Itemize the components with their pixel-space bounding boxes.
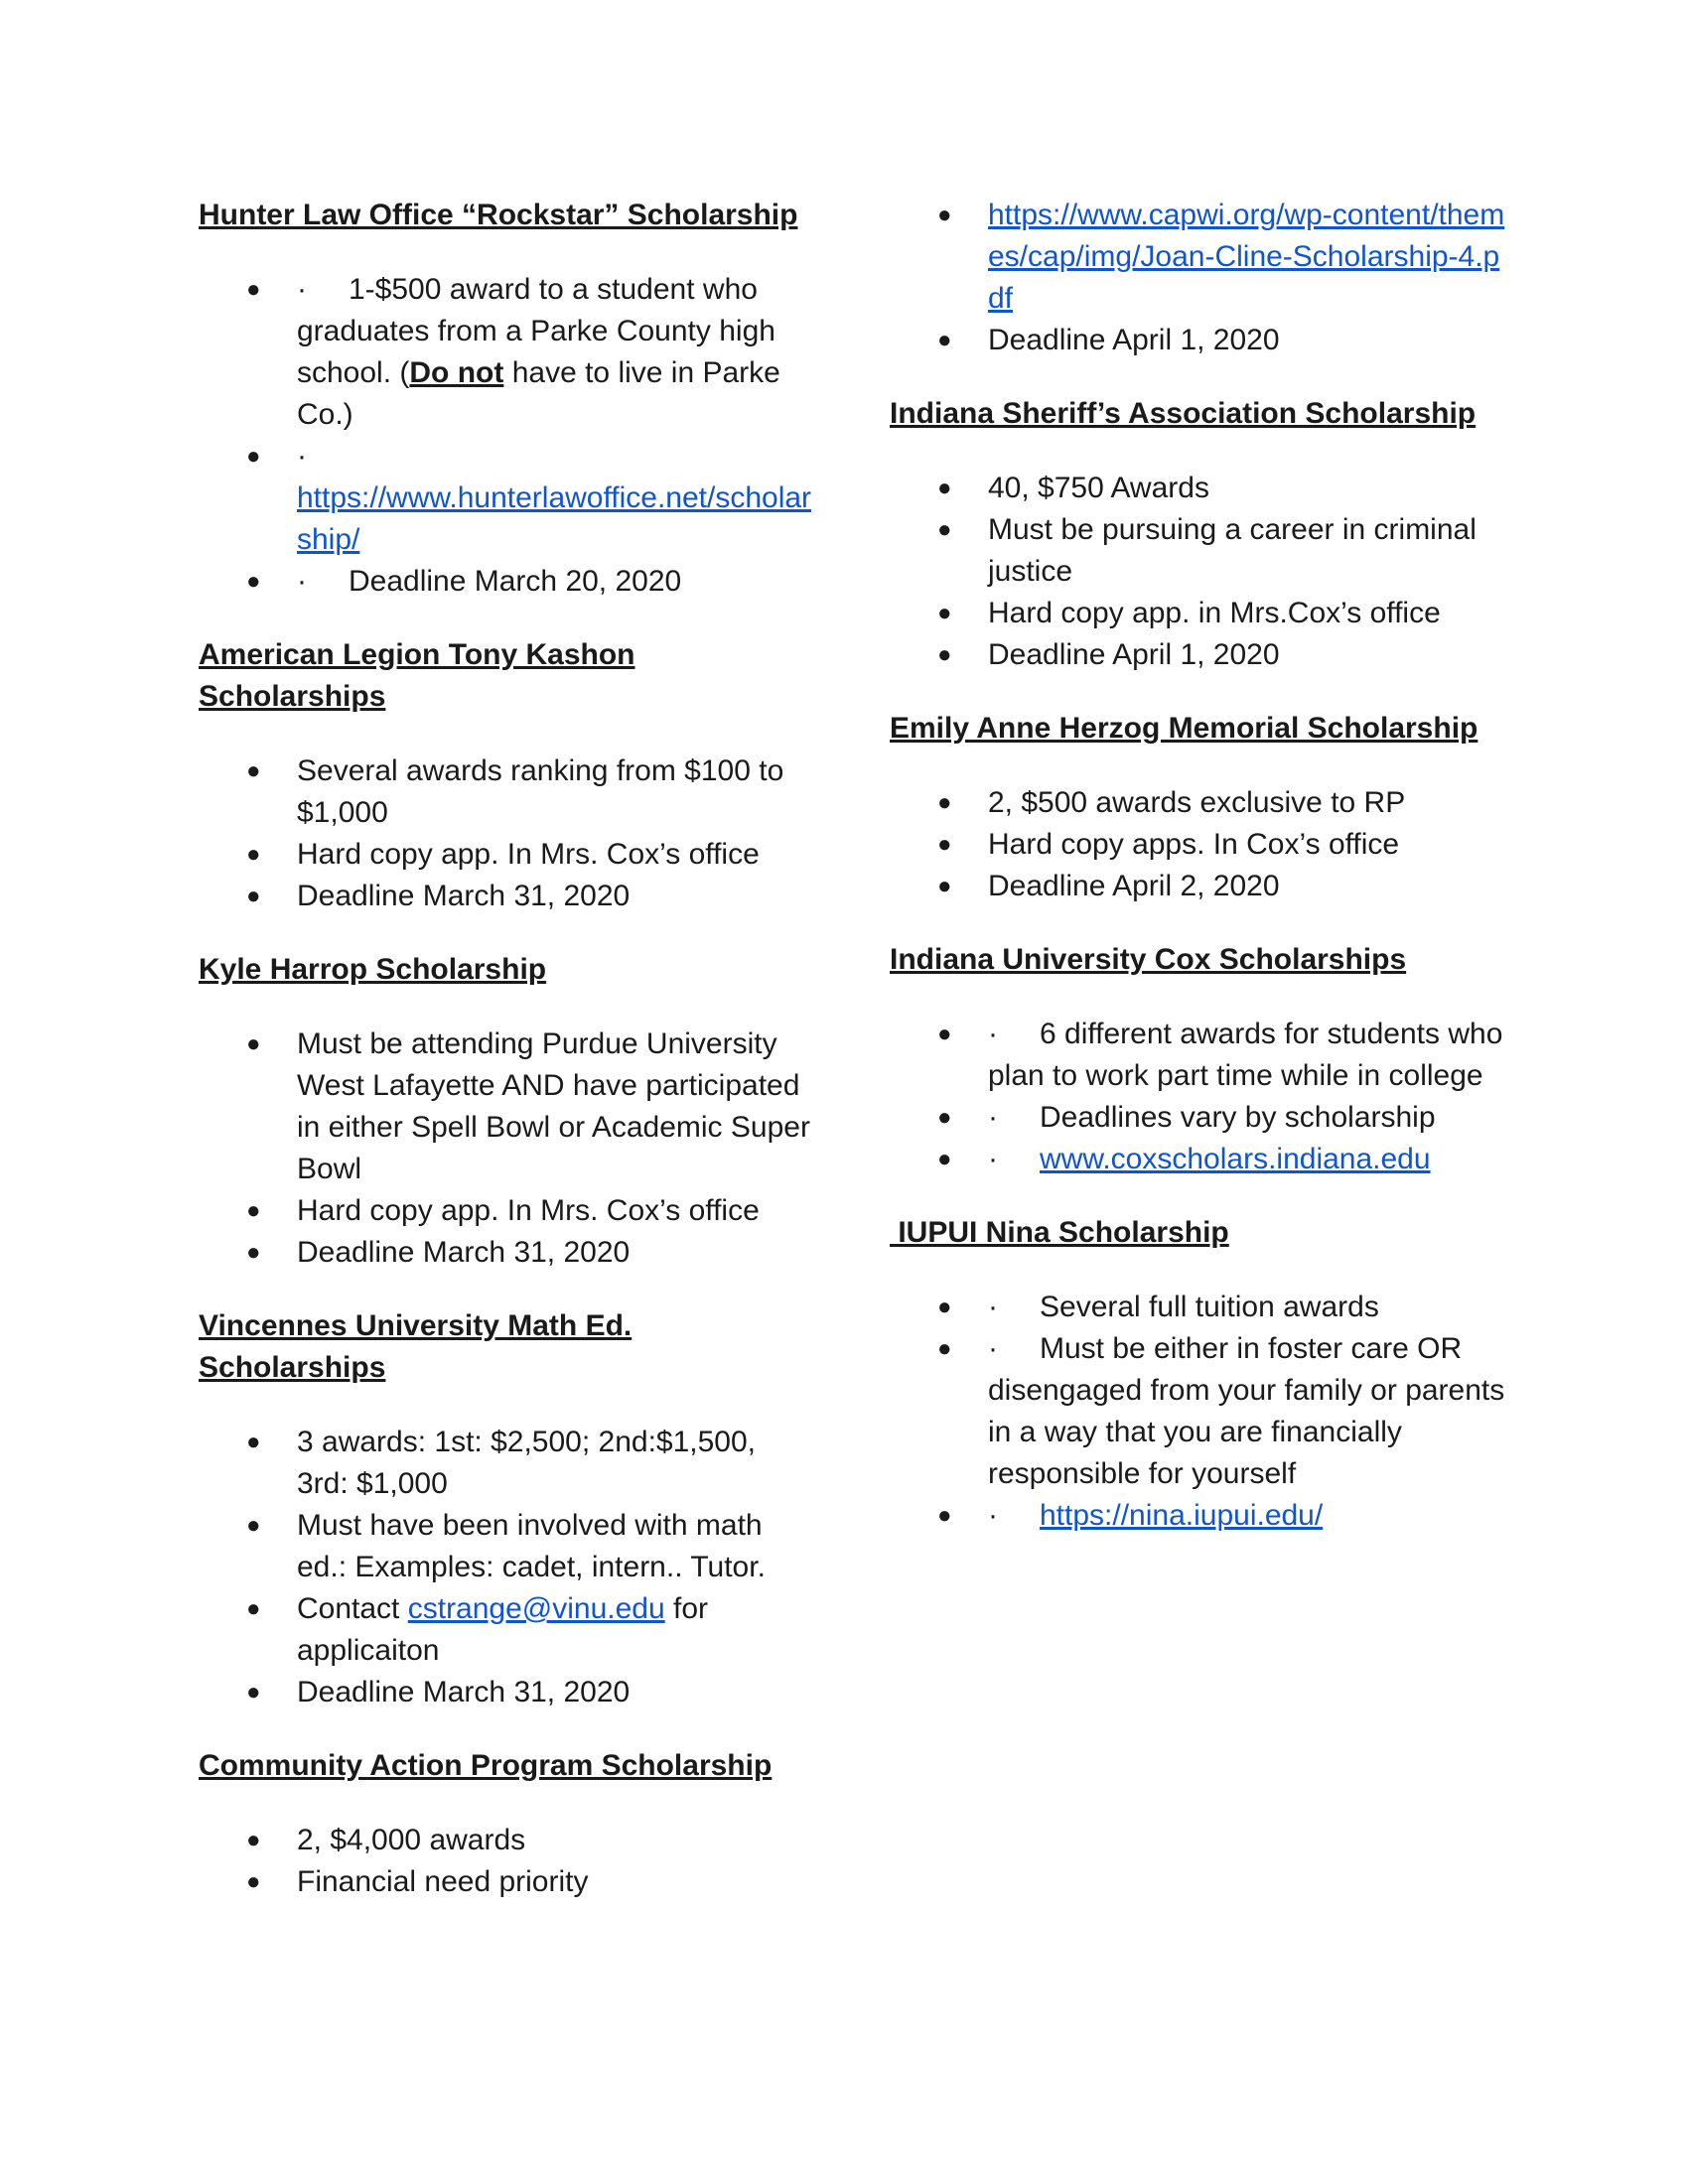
list-item — [890, 593, 1505, 634]
list-item — [199, 436, 814, 561]
list-item — [890, 824, 1505, 866]
bullet-icon: ● — [937, 641, 952, 668]
list-item — [199, 834, 814, 876]
contact-post: for applicaiton — [297, 1592, 709, 1667]
mid-dot: · — [988, 1143, 998, 1175]
mid-dot: · — [988, 1332, 998, 1365]
mid-dot: · — [297, 565, 307, 598]
list-item — [199, 1232, 814, 1274]
list-item — [890, 320, 1505, 361]
list-item — [199, 561, 814, 603]
sheriff-list — [890, 468, 1505, 676]
section-title-hunter: Hunter Law Office “Rockstar” Scholarship — [199, 199, 798, 231]
cap-list — [199, 1820, 814, 1903]
left-column — [199, 195, 814, 1935]
nina-link[interactable]: https://nina.iupui.edu/ — [1040, 1499, 1324, 1532]
item-text: Deadline April 1, 2020 — [988, 638, 1280, 671]
item-text: Deadline March 31, 2020 — [297, 1676, 631, 1708]
bullet-icon: ● — [937, 202, 952, 228]
coxscholars-link[interactable]: www.coxscholars.indiana.edu — [1040, 1143, 1431, 1175]
list-item — [890, 509, 1505, 593]
bullet-icon: ● — [246, 1239, 261, 1266]
list-item — [890, 468, 1505, 509]
list-item — [890, 1495, 1505, 1537]
cap-continued-list — [890, 195, 1505, 361]
mid-dot: · — [988, 1499, 998, 1532]
section-title-herzog: Emily Anne Herzog Memorial Scholarship — [890, 712, 1478, 745]
list-item — [890, 1097, 1505, 1139]
bullet-icon: ● — [246, 1595, 261, 1622]
vincennes-email-link[interactable]: cstrange@vinu.edu — [407, 1592, 665, 1625]
item-text: Hard copy app. In Mrs. Cox’s office — [297, 838, 760, 871]
bullet-icon: ● — [246, 1679, 261, 1706]
bullet-icon: ● — [246, 1868, 261, 1895]
bullet-icon: ● — [937, 327, 952, 353]
item-text: Deadlines vary by scholarship — [1040, 1101, 1436, 1134]
item-text: 2, $4,000 awards — [297, 1824, 526, 1856]
bullet-icon: ● — [937, 1104, 952, 1131]
item-text: Must be attending Purdue University West Lafayette AND have participated in either Spell Bowl or Academic Super Bowl — [297, 1027, 810, 1185]
bullet-icon: ● — [937, 475, 952, 501]
section-title-iu-cox: Indiana University Cox Scholarships — [890, 943, 1407, 976]
bullet-icon: ● — [937, 873, 952, 899]
section-title-vincennes: Vincennes University Math Ed. Scholarships — [199, 1309, 633, 1384]
right-column — [890, 195, 1505, 1569]
mid-dot: · — [988, 1101, 998, 1134]
hunter-award-text: 1-$500 award to a student who graduates from a Parke County high school. ( — [297, 273, 775, 389]
mid-dot: · — [297, 440, 307, 473]
item-text: Deadline March 31, 2020 — [297, 1236, 631, 1269]
list-item — [199, 1505, 814, 1588]
bullet-icon: ● — [937, 1146, 952, 1172]
list-item — [199, 269, 814, 436]
item-text: Must be either in foster care OR disengaged from your family or parents in a way that you are financially responsible for yourself — [988, 1332, 1505, 1490]
item-text: Financial need priority — [297, 1865, 589, 1898]
item-text: Must be pursuing a career in criminal justice — [988, 513, 1477, 588]
hunter-do-not: Do not — [409, 356, 504, 389]
hunter-award-text-2: have to live in Parke Co.) — [297, 356, 780, 431]
item-text: Deadline April 2, 2020 — [988, 870, 1280, 902]
bullet-icon: ● — [246, 443, 261, 470]
item-text: 2, $500 awards exclusive to RP — [988, 786, 1406, 819]
bullet-icon: ● — [246, 841, 261, 868]
bullet-icon: ● — [937, 1021, 952, 1047]
list-item — [199, 1588, 814, 1672]
bullet-icon: ● — [937, 789, 952, 816]
item-text: Hard copy apps. In Cox’s office — [988, 828, 1400, 861]
bullet-icon: ● — [937, 1335, 952, 1362]
vincennes-list — [199, 1422, 814, 1713]
bullet-icon: ● — [246, 1030, 261, 1057]
bullet-icon: ● — [246, 1429, 261, 1455]
item-text: Hard copy app. In Mrs. Cox’s office — [297, 1194, 760, 1227]
section-title-nina: IUPUI Nina Scholarship — [890, 1216, 1229, 1249]
list-item — [199, 1190, 814, 1232]
bullet-icon: ● — [246, 1827, 261, 1853]
list-item — [890, 1014, 1505, 1097]
section-title-cap: Community Action Program Scholarship — [199, 1749, 773, 1782]
harrop-list — [199, 1024, 814, 1274]
contact-pre: Contact — [297, 1592, 408, 1625]
hunter-link[interactable]: https://www.hunterlawoffice.net/scholarship/ — [297, 481, 812, 556]
item-text: 6 different awards for students who plan to work part time while in college — [988, 1018, 1503, 1092]
item-text: 40, $750 Awards — [988, 472, 1209, 504]
list-item — [199, 1820, 814, 1861]
bullet-icon: ● — [246, 1197, 261, 1224]
list-item — [199, 876, 814, 917]
bullet-icon: ● — [246, 757, 261, 784]
list-item — [199, 1024, 814, 1190]
bullet-icon: ● — [246, 1512, 261, 1539]
mid-dot: · — [297, 273, 307, 306]
list-item — [199, 1672, 814, 1713]
hunter-deadline: Deadline March 20, 2020 — [349, 565, 682, 598]
mid-dot: · — [988, 1291, 998, 1323]
bullet-icon: ● — [937, 600, 952, 626]
item-text: Several full tuition awards — [1040, 1291, 1379, 1323]
list-item — [199, 1422, 814, 1505]
list-item — [890, 1287, 1505, 1328]
bullet-icon: ● — [937, 831, 952, 858]
hunter-list — [199, 269, 814, 603]
item-text: 3 awards: 1st: $2,500; 2nd:$1,500, 3rd: $1,000 — [297, 1426, 756, 1500]
list-item — [890, 1328, 1505, 1495]
section-title-legion: American Legion Tony Kashon Scholarships — [199, 638, 635, 713]
bullet-icon: ● — [246, 883, 261, 909]
cap-pdf-link[interactable]: https://www.capwi.org/wp-content/themes/cap/img/Joan-Cline-Scholarship-4.pdf — [988, 199, 1505, 315]
legion-list — [199, 751, 814, 917]
herzog-list — [890, 782, 1505, 907]
item-text: Several awards ranking from $100 to $1,000 — [297, 754, 784, 829]
bullet-icon: ● — [937, 1294, 952, 1320]
list-item — [890, 866, 1505, 907]
mid-dot: · — [988, 1018, 998, 1050]
bullet-icon: ● — [246, 276, 261, 303]
item-text: Deadline March 31, 2020 — [297, 880, 631, 912]
item-text: Hard copy app. in Mrs.Cox’s office — [988, 597, 1441, 629]
list-item — [199, 751, 814, 834]
bullet-icon: ● — [246, 568, 261, 595]
iu-cox-list — [890, 1014, 1505, 1180]
section-title-harrop: Kyle Harrop Scholarship — [199, 953, 547, 986]
section-title-sheriff: Indiana Sheriff’s Association Scholarship — [890, 397, 1477, 430]
item-text: Must have been involved with math ed.: Examples: cadet, intern.. Tutor. — [297, 1509, 766, 1583]
list-item — [890, 634, 1505, 676]
list-item — [890, 195, 1505, 320]
item-text: Deadline April 1, 2020 — [988, 324, 1280, 356]
bullet-icon: ● — [937, 516, 952, 543]
nina-list — [890, 1287, 1505, 1537]
list-item — [890, 1139, 1505, 1180]
bullet-icon: ● — [937, 1502, 952, 1529]
list-item — [199, 1861, 814, 1903]
list-item — [890, 782, 1505, 824]
